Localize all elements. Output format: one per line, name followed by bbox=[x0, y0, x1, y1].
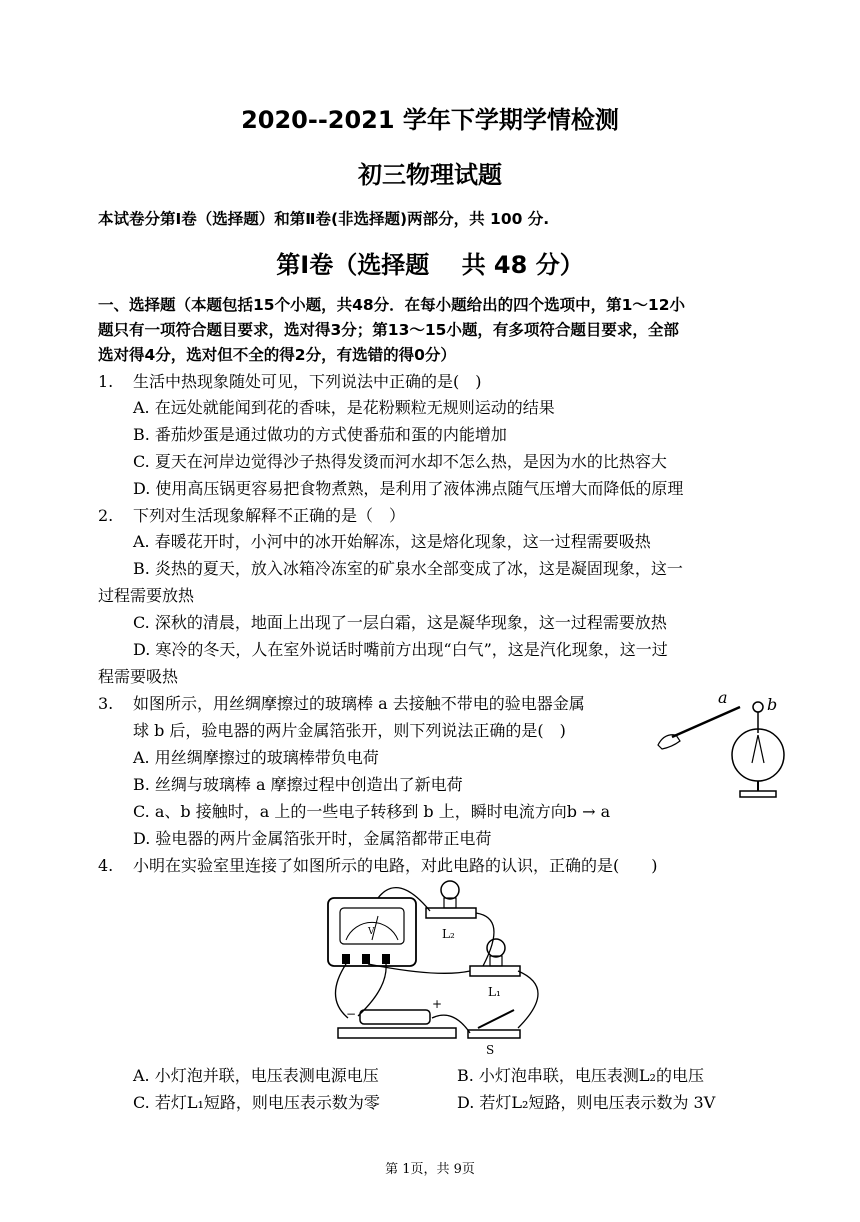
hand-drawing bbox=[658, 735, 680, 749]
glass-rod bbox=[672, 707, 740, 737]
q4-option-c: C. 若灯L₁短路，则电压表示数为零 bbox=[133, 1093, 380, 1112]
q4-number: 4. bbox=[98, 856, 114, 875]
q1-option-c: C. 夏天在河岸边觉得沙子热得发烫而河水却不怎么热，是因为水的比热容大 bbox=[133, 452, 667, 471]
circuit-figure bbox=[318, 878, 558, 1058]
q1-stem: 生活中热现象随处可见，下列说法中正确的是( ) bbox=[133, 372, 482, 391]
q3-number: 3. bbox=[98, 694, 114, 713]
lamp-l2-label: L₂ bbox=[442, 927, 455, 941]
q4-option-d: D. 若灯L₂短路，则电压表示数为 3V bbox=[457, 1093, 716, 1112]
q3-option-c: C. a、b 接触时，a 上的一些电子转移到 b 上，瞬时电流方向b → a bbox=[133, 802, 611, 821]
lamp-l2 bbox=[441, 881, 459, 899]
q3-stem-line2: 球 b 后，验电器的两片金属箔张开，则下列说法正确的是( ) bbox=[133, 721, 566, 740]
q2-option-c: C. 深秋的清晨，地面上出现了一层白霜，这是凝华现象，这一过程需要放热 bbox=[133, 613, 667, 632]
voltmeter-label: V bbox=[368, 927, 375, 937]
lamp-l1 bbox=[487, 939, 505, 957]
metal-ball bbox=[753, 702, 763, 712]
q3-option-d: D. 验电器的两片金属箔张开时，金属箔都带正电荷 bbox=[133, 829, 492, 848]
metal-foil bbox=[752, 735, 758, 763]
q1-number: 1. bbox=[98, 372, 114, 391]
q3-option-a: A. 用丝绸摩擦过的玻璃棒带负电荷 bbox=[133, 748, 379, 767]
section-line-3: 选对得4分，选对但不全的得2分，有选错的得0分） bbox=[98, 346, 456, 364]
battery-plus-label: + bbox=[432, 997, 443, 1011]
q2-option-b-line1: B. 炎热的夏天，放入冰箱冷冻室的矿泉水全部变成了冰，这是凝固现象，这一 bbox=[133, 559, 683, 578]
switch bbox=[468, 1030, 520, 1038]
battery bbox=[360, 1010, 430, 1024]
figure-label-a: a bbox=[718, 688, 728, 707]
q3-option-b: B. 丝绸与玻璃棒 a 摩擦过程中创造出了新电荷 bbox=[133, 775, 463, 794]
q2-stem: 下列对生活现象解释不正确的是（ ） bbox=[133, 506, 406, 525]
q1-option-b: B. 番茄炒蛋是通过做功的方式使番茄和蛋的内能增加 bbox=[133, 425, 507, 444]
page-footer: 第 1页，共 9页 bbox=[385, 1162, 475, 1177]
q4-option-a: A. 小灯泡并联，电压表测电源电压 bbox=[133, 1066, 379, 1085]
q3-stem-line1: 如图所示，用丝绸摩擦过的玻璃棒 a 去接触不带电的验电器金属 bbox=[133, 694, 585, 713]
q4-option-b: B. 小灯泡串联，电压表测L₂的电压 bbox=[457, 1066, 704, 1085]
section-line-2: 题只有一项符合题目要求，选对得3分；第13～15小题，有多项符合题目要求，全部 bbox=[98, 321, 679, 339]
exam-intro: 本试卷分第Ⅰ卷（选择题）和第Ⅱ卷(非选择题)两部分，共 100 分. bbox=[98, 210, 550, 228]
q2-option-d-line2: 程需要吸热 bbox=[98, 667, 179, 686]
q4-stem: 小明在实验室里连接了如图所示的电路，对此电路的认识，正确的是( ) bbox=[133, 856, 658, 875]
q1-option-d: D. 使用高压锅更容易把食物煮熟，是利用了液体沸点随气压增大而降低的原理 bbox=[133, 479, 684, 498]
q2-option-d-line1: D. 寒冷的冬天，人在室外说话时嘴前方出现“白气”，这是汽化现象，这一过 bbox=[133, 640, 668, 659]
exam-title: 2020--2021 学年下学期学情检测 bbox=[241, 106, 619, 134]
battery-board bbox=[338, 1028, 456, 1038]
figure-label-b: b bbox=[767, 695, 778, 714]
battery-minus-label: − bbox=[346, 1007, 357, 1021]
electroscope-figure bbox=[650, 685, 790, 805]
part-title: 第Ⅰ卷（选择题 共 48 分） bbox=[276, 251, 584, 279]
exam-subtitle: 初三物理试题 bbox=[358, 161, 502, 189]
section-line-1: 一、选择题（本题包括15个小题，共48分．在每小题给出的四个选项中，第1～12小 bbox=[98, 296, 685, 314]
switch-label: S bbox=[486, 1043, 495, 1057]
q2-number: 2. bbox=[98, 506, 114, 525]
electroscope-base bbox=[740, 791, 776, 797]
q1-option-a: A. 在远处就能闻到花的香味，是花粉颗粒无规则运动的结果 bbox=[133, 398, 555, 417]
q2-option-b-line2: 过程需要放热 bbox=[98, 586, 195, 605]
lamp-l1-label: L₁ bbox=[488, 985, 501, 999]
q2-option-a: A. 春暖花开时，小河中的冰开始解冻，这是熔化现象，这一过程需要吸热 bbox=[133, 532, 651, 551]
